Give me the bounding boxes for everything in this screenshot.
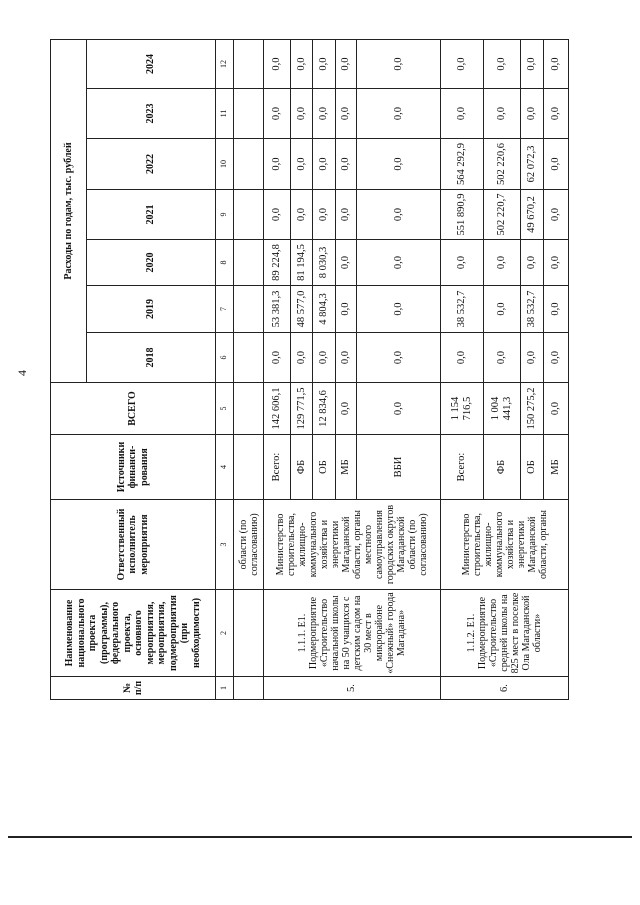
- funding-total: 12 834,6: [313, 383, 336, 435]
- year-header: 2021: [87, 190, 216, 240]
- row-num: 5.: [264, 677, 441, 700]
- funding-year-2022: 0,0: [544, 139, 569, 190]
- funding-year-2020: 0,0: [484, 240, 521, 286]
- funding-year-2020: 81 194,5: [291, 240, 313, 286]
- column-number: 11: [216, 89, 234, 139]
- funding-year-2024: 0,0: [521, 40, 544, 89]
- column-numbers-row: [216, 40, 234, 700]
- year-header: 2018: [87, 333, 216, 383]
- funding-source: Всего:: [264, 435, 291, 500]
- funding-total: 0,0: [357, 383, 441, 435]
- funding-year-2020: 0,0: [441, 240, 484, 286]
- empty-cell: [234, 590, 264, 677]
- funding-year-2023: 0,0: [264, 89, 291, 139]
- funding-year-2019: 0,0: [336, 286, 357, 333]
- header-num: № п/п: [51, 677, 216, 700]
- funding-year-2018: 0,0: [357, 333, 441, 383]
- funding-year-2021: 0,0: [544, 190, 569, 240]
- table-body: [234, 40, 569, 700]
- funding-year-2021: 49 670,2: [521, 190, 544, 240]
- column-number: 4: [216, 435, 234, 500]
- continuation-row: [234, 40, 264, 700]
- funding-year-2019: 48 577,0: [291, 286, 313, 333]
- funding-total: 0,0: [336, 383, 357, 435]
- funding-year-2018: 0,0: [291, 333, 313, 383]
- funding-year-2023: 0,0: [313, 89, 336, 139]
- funding-year-2021: 0,0: [336, 190, 357, 240]
- column-number: 1: [216, 677, 234, 700]
- empty-cell: [234, 286, 264, 333]
- funding-year-2021: 502 220,7: [484, 190, 521, 240]
- column-number: 8: [216, 240, 234, 286]
- row-name: 1.1.1. E1. Подмероприятие «Строительство начальной школы на 50 учащихся с детским садом на 30 мест в микрорайоне «Снежный» города Магадана»: [264, 590, 441, 677]
- funding-year-2018: 0,0: [313, 333, 336, 383]
- funding-year-2023: 0,0: [357, 89, 441, 139]
- column-number: 6: [216, 333, 234, 383]
- column-number: 2: [216, 590, 234, 677]
- funding-year-2019: 0,0: [484, 286, 521, 333]
- funding-total: 129 771,5: [291, 383, 313, 435]
- header-expenses: Расходы по годам, тыс. рублей: [51, 40, 87, 383]
- column-number: 9: [216, 190, 234, 240]
- funding-year-2018: 0,0: [521, 333, 544, 383]
- funding-total: 150 275,2: [521, 383, 544, 435]
- funding-year-2023: 0,0: [521, 89, 544, 139]
- row-name: 1.1.2. E1. Подмероприятие «Строительство средней школы на 825 мест в поселке Ола Магаданской области»: [441, 590, 569, 677]
- header-source: Источники финанси- рования: [51, 435, 216, 500]
- row-responsible: Министерство строительства, жилищно-коммунального хозяйства и энергетики Магаданской области, органы: [441, 500, 569, 590]
- column-number: 7: [216, 286, 234, 333]
- funding-year-2024: 0,0: [484, 40, 521, 89]
- year-header: 2023: [87, 89, 216, 139]
- funding-year-2023: 0,0: [441, 89, 484, 139]
- funding-year-2022: 502 220,6: [484, 139, 521, 190]
- funding-year-2018: 0,0: [336, 333, 357, 383]
- funding-year-2021: 0,0: [313, 190, 336, 240]
- funding-year-2020: 8 030,3: [313, 240, 336, 286]
- year-header: 2022: [87, 139, 216, 190]
- empty-cell: [234, 435, 264, 500]
- funding-year-2018: 0,0: [544, 333, 569, 383]
- funding-year-2024: 0,0: [313, 40, 336, 89]
- funding-year-2019: 53 381,3: [264, 286, 291, 333]
- funding-year-2020: 0,0: [521, 240, 544, 286]
- funding-year-2022: 0,0: [264, 139, 291, 190]
- funding-year-2019: 0,0: [544, 286, 569, 333]
- funding-total: 1 004 441,3: [484, 383, 521, 435]
- row-responsible: Министерство строительства, жилищно-коммунального хозяйства и энергетики Магаданской области, органы местного самоуправления городских округов Магаданской области (по согласованию): [264, 500, 441, 590]
- funding-year-2020: 0,0: [357, 240, 441, 286]
- header-responsible: Ответственный исполнитель мероприятия: [51, 500, 216, 590]
- funding-year-2022: 0,0: [336, 139, 357, 190]
- funding-year-2019: 0,0: [357, 286, 441, 333]
- budget-table: [50, 39, 569, 700]
- funding-total: 0,0: [544, 383, 569, 435]
- funding-year-2018: 0,0: [484, 333, 521, 383]
- funding-year-2018: 0,0: [441, 333, 484, 383]
- empty-cell: [234, 383, 264, 435]
- funding-year-2023: 0,0: [336, 89, 357, 139]
- funding-year-2023: 0,0: [544, 89, 569, 139]
- funding-source: ФБ: [291, 435, 313, 500]
- funding-year-2023: 0,0: [484, 89, 521, 139]
- funding-year-2024: 0,0: [264, 40, 291, 89]
- funding-source: ФБ: [484, 435, 521, 500]
- funding-total: 1 154 716,5: [441, 383, 484, 435]
- year-header: 2020: [87, 240, 216, 286]
- funding-source: МБ: [544, 435, 569, 500]
- funding-year-2020: 89 224,8: [264, 240, 291, 286]
- funding-year-2021: 0,0: [357, 190, 441, 240]
- empty-cell: [234, 139, 264, 190]
- funding-year-2022: 62 072,3: [521, 139, 544, 190]
- funding-year-2023: 0,0: [291, 89, 313, 139]
- funding-year-2024: 0,0: [357, 40, 441, 89]
- funding-year-2019: 4 804,3: [313, 286, 336, 333]
- funding-row: [441, 40, 484, 700]
- column-number: 3: [216, 500, 234, 590]
- funding-source: ОБ: [313, 435, 336, 500]
- funding-source: ВБИ: [357, 435, 441, 500]
- header-total: ВСЕГО: [51, 383, 216, 435]
- empty-cell: [234, 40, 264, 89]
- header-name: Наименование национального проекта (программы), федерального проекта, основного мероприятия, мероприятия, подмероприятия (при необходимости): [51, 590, 216, 677]
- header-row: [51, 40, 87, 700]
- empty-cell: [234, 190, 264, 240]
- funding-year-2021: 0,0: [291, 190, 313, 240]
- column-number: 10: [216, 139, 234, 190]
- funding-year-2021: 0,0: [264, 190, 291, 240]
- row-num: 6.: [441, 677, 569, 700]
- funding-year-2018: 0,0: [264, 333, 291, 383]
- funding-year-2022: 0,0: [357, 139, 441, 190]
- funding-total: 142 606,1: [264, 383, 291, 435]
- empty-cell: [234, 677, 264, 700]
- year-header: 2019: [87, 286, 216, 333]
- continuation-responsible: области (по согласованию): [234, 500, 264, 590]
- page-number: 4: [15, 370, 29, 376]
- funding-source: ОБ: [521, 435, 544, 500]
- funding-year-2022: 564 292,9: [441, 139, 484, 190]
- table-header: [51, 40, 234, 700]
- funding-year-2024: 0,0: [544, 40, 569, 89]
- funding-year-2020: 0,0: [336, 240, 357, 286]
- column-number: 12: [216, 40, 234, 89]
- funding-year-2024: 0,0: [441, 40, 484, 89]
- funding-source: МБ: [336, 435, 357, 500]
- rotated-table-container: [50, 40, 568, 700]
- funding-year-2019: 38 532,7: [441, 286, 484, 333]
- funding-year-2020: 0,0: [544, 240, 569, 286]
- empty-cell: [234, 240, 264, 286]
- funding-year-2024: 0,0: [336, 40, 357, 89]
- funding-year-2022: 0,0: [313, 139, 336, 190]
- funding-year-2021: 551 890,9: [441, 190, 484, 240]
- funding-year-2019: 38 532,7: [521, 286, 544, 333]
- funding-row: [264, 40, 291, 700]
- page-divider: [8, 836, 632, 838]
- column-number: 5: [216, 383, 234, 435]
- funding-source: Всего:: [441, 435, 484, 500]
- funding-year-2024: 0,0: [291, 40, 313, 89]
- empty-cell: [234, 333, 264, 383]
- year-header: 2024: [87, 40, 216, 89]
- funding-year-2022: 0,0: [291, 139, 313, 190]
- empty-cell: [234, 89, 264, 139]
